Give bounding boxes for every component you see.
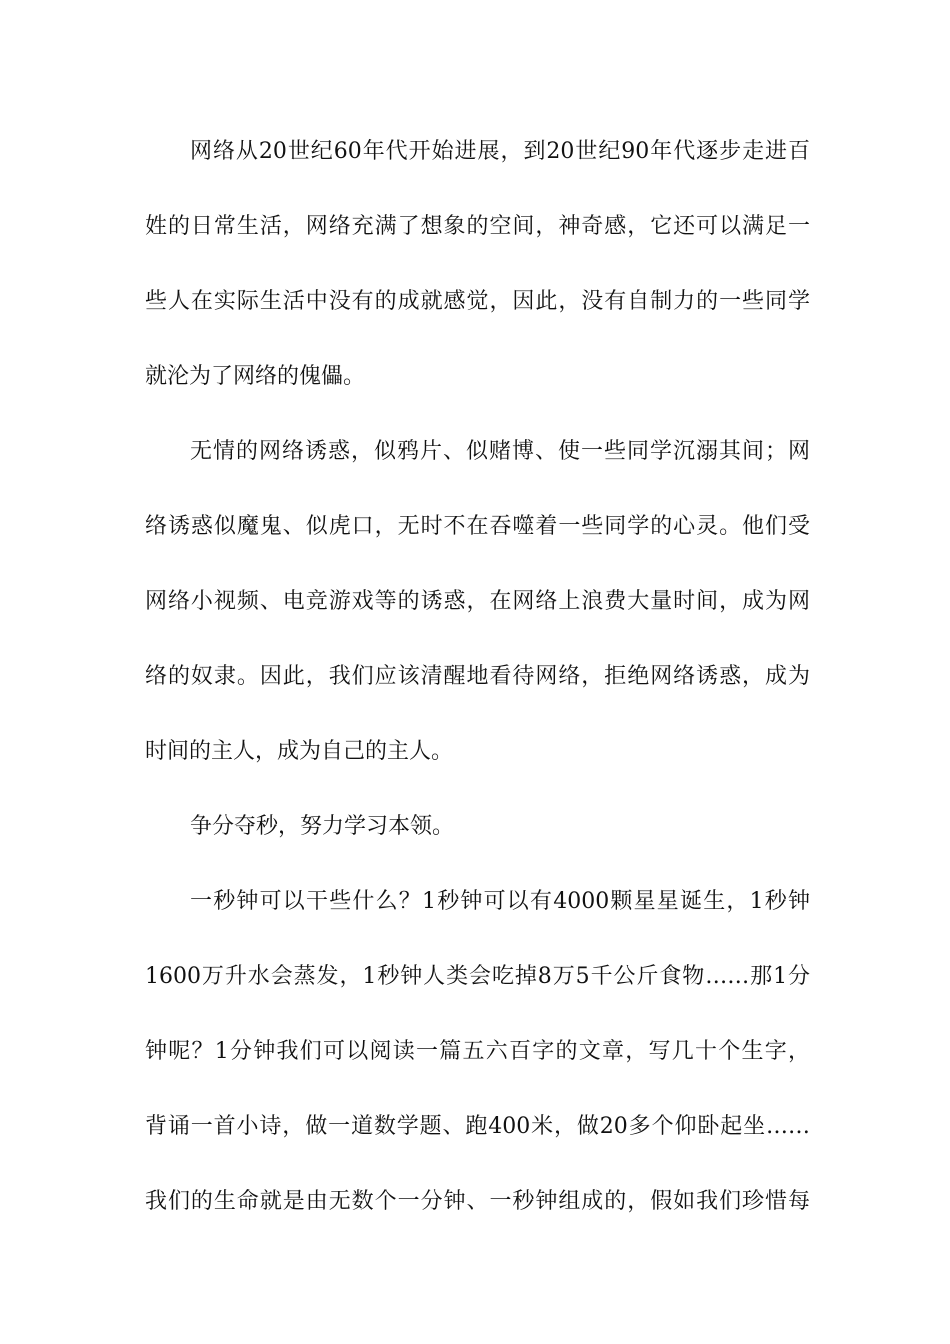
text-line: 网络从20世纪60年代开始进展，到20世纪90年代逐步走进百 <box>190 139 810 164</box>
text-line: 1600万升水会蒸发，1秒钟人类会吃掉8万5千公斤食物……那1分 <box>145 964 810 989</box>
text-line: 背诵一首小诗，做一道数学题、跑400米，做20多个仰卧起坐…… <box>145 1114 810 1139</box>
text-line: 钟呢？1分钟我们可以阅读一篇五六百字的文章，写几十个生字， <box>145 1039 810 1064</box>
text-line: 姓的日常生活，网络充满了想象的空间，神奇感，它还可以满足一 <box>145 214 810 239</box>
text-line: 一秒钟可以干些什么？1秒钟可以有4000颗星星诞生，1秒钟 <box>190 889 810 914</box>
text-line: 些人在实际生活中没有的成就感觉，因此，没有自制力的一些同学 <box>145 289 810 314</box>
text-line: 争分夺秒，努力学习本领。 <box>190 814 455 839</box>
text-line: 络的奴隶。因此，我们应该清醒地看待网络，拒绝网络诱惑，成为 <box>145 664 810 689</box>
text-line: 网络小视频、电竞游戏等的诱惑，在网络上浪费大量时间，成为网 <box>145 589 810 614</box>
text-line: 我们的生命就是由无数个一分钟、一秒钟组成的，假如我们珍惜每 <box>145 1189 810 1214</box>
text-line: 络诱惑似魔鬼、似虎口，无时不在吞噬着一些同学的心灵。他们受 <box>145 514 810 539</box>
text-line: 无情的网络诱惑，似鸦片、似赌博、使一些同学沉溺其间；网 <box>190 439 810 464</box>
text-line: 时间的主人，成为自己的主人。 <box>145 739 454 764</box>
text-line: 就沦为了网络的傀儡。 <box>145 364 366 389</box>
